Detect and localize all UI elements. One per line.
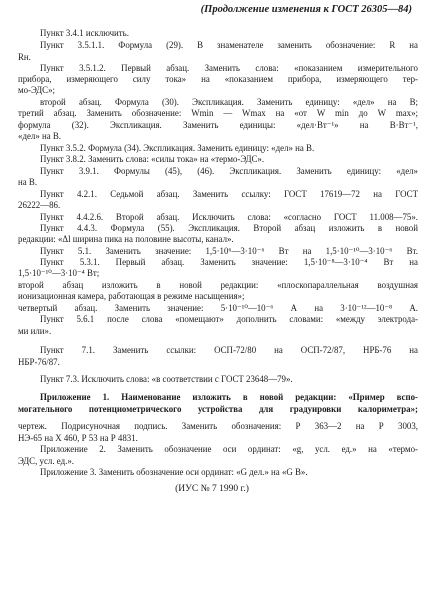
text-line: второй абзац изложить в новой редакции: «плоскопараллельная воздушная bbox=[18, 280, 418, 290]
text-line: Приложение 1. Наименование изложить в новой редакции: «Пример вспо- bbox=[40, 392, 418, 402]
text-line: Пункт 4.2.1. Седьмой абзац. Заменить ссылку: ГОСТ 17619—72 на ГОСТ bbox=[40, 189, 418, 199]
text-line: Приложение 3. Заменить обозначение оси ординат: «G дел.» на «G В». bbox=[40, 467, 308, 477]
text-line: Пункт 3.5.1.1. Формула (29). В знаменателе заменить обозначение: R на bbox=[40, 40, 418, 50]
text-line: ионизационная камера, работающая в режиме насыщения»; bbox=[18, 291, 245, 301]
text-line: Пункт 4.4.2.6. Второй абзац. Исключить слова: «согласно ГОСТ 11.008—75». bbox=[40, 212, 418, 222]
text-line: Пункт 5.1. Заменить значение: 1,5·10⁶—3·10⁻⁶ Вт на 1,5·10⁻¹⁰—3·10⁻⁶ Вт. bbox=[40, 246, 418, 256]
text-line: четвертый абзац. Заменить значение: 5·10⁻¹⁰—10⁻⁶ А на 3·10⁻¹²—10⁻⁸ А. bbox=[18, 303, 418, 313]
text-line: редакции: «Δl ширина пика на половине высоты, канал». bbox=[18, 234, 234, 244]
text-line: Приложение 2. Заменить обозначение оси ординат: «g, усл. ед.» на «термо- bbox=[40, 444, 418, 454]
text-line: Пункт 3.5.2. Формула (34). Экспликация. Заменить единицу: «дел» на В. bbox=[40, 143, 315, 153]
text-line: второй абзац. Формула (30). Экспликация. Заменить единицу: «дел» на В; bbox=[40, 97, 418, 107]
text-line: Пункт 4.4.3. Формула (55). Экспликация. Второй абзац изложить в новой bbox=[40, 223, 418, 233]
text-line: Пункт 7.3. Исключить слова: «в соответствии с ГОСТ 23648—79». bbox=[40, 374, 293, 384]
text-line: НБР-76/87. bbox=[18, 357, 60, 367]
text-line: Пункт 3.4.1 исключить. bbox=[40, 28, 129, 38]
text-line: Пункт 3.5.1.2. Первый абзац. Заменить слова: «показанием измерительного bbox=[40, 63, 418, 73]
text-line: НЭ-65 на Х 460, Р 53 на Р 4831. bbox=[18, 433, 138, 443]
text-line: прибора, измеряющего силу тока» на «показанием прибора, измеряющего тер- bbox=[18, 74, 418, 84]
running-header: (Продолжение изменения к ГОСТ 26305—84) bbox=[200, 4, 412, 15]
text-line: формула (32). Экспликация. Заменить единицы: «дел·Вт⁻¹» на В·Вт⁻¹, bbox=[18, 120, 418, 130]
publication-note: (ИУС № 7 1990 г.) bbox=[175, 484, 249, 494]
text-line: 26222—86. bbox=[18, 200, 61, 210]
text-line: Пункт 5.3.1. Первый абзац. Заменить значение: 1,5·10⁻⁸—3·10⁻⁴ Вт на bbox=[40, 257, 418, 267]
text-line: чертеж. Подрисуночная подпись. Заменить обозначения: Р 363—2 на Р 3003, bbox=[18, 421, 418, 431]
text-line: «дел» на В. bbox=[18, 131, 62, 141]
text-line: 1,5·10⁻¹⁰—3·10⁻⁴ Вт; bbox=[18, 268, 100, 278]
text-line: Пункт 7.1. Заменить ссылки: ОСП-72/80 на ОСП-72/87, НРБ-76 на bbox=[40, 345, 418, 355]
text-line: Rн. bbox=[18, 52, 31, 62]
text-line: ми или». bbox=[18, 326, 52, 336]
text-line: Пункт 3.9.1. Формулы (45), (46). Экспликация. Заменить единицу: «дел» bbox=[40, 166, 418, 176]
text-line: мо-ЭДС»; bbox=[18, 85, 55, 95]
text-line: на В. bbox=[18, 177, 38, 187]
text-line: Пункт 3.8.2. Заменить слова: «силы тока» на «термо-ЭДС». bbox=[40, 154, 265, 164]
text-line: ЭДС, усл. ед.». bbox=[18, 456, 74, 466]
text-line: третий абзац. Заменить обозначение: Wmin — Wmax на «от W min до W max»; bbox=[18, 108, 418, 118]
text-line: Пункт 5.6.1 после слова «помещают» дополнить словами: «между электрода- bbox=[40, 314, 418, 324]
text-line: могательного потенциометрического устройства для градуировки калориметра»; bbox=[18, 404, 418, 414]
